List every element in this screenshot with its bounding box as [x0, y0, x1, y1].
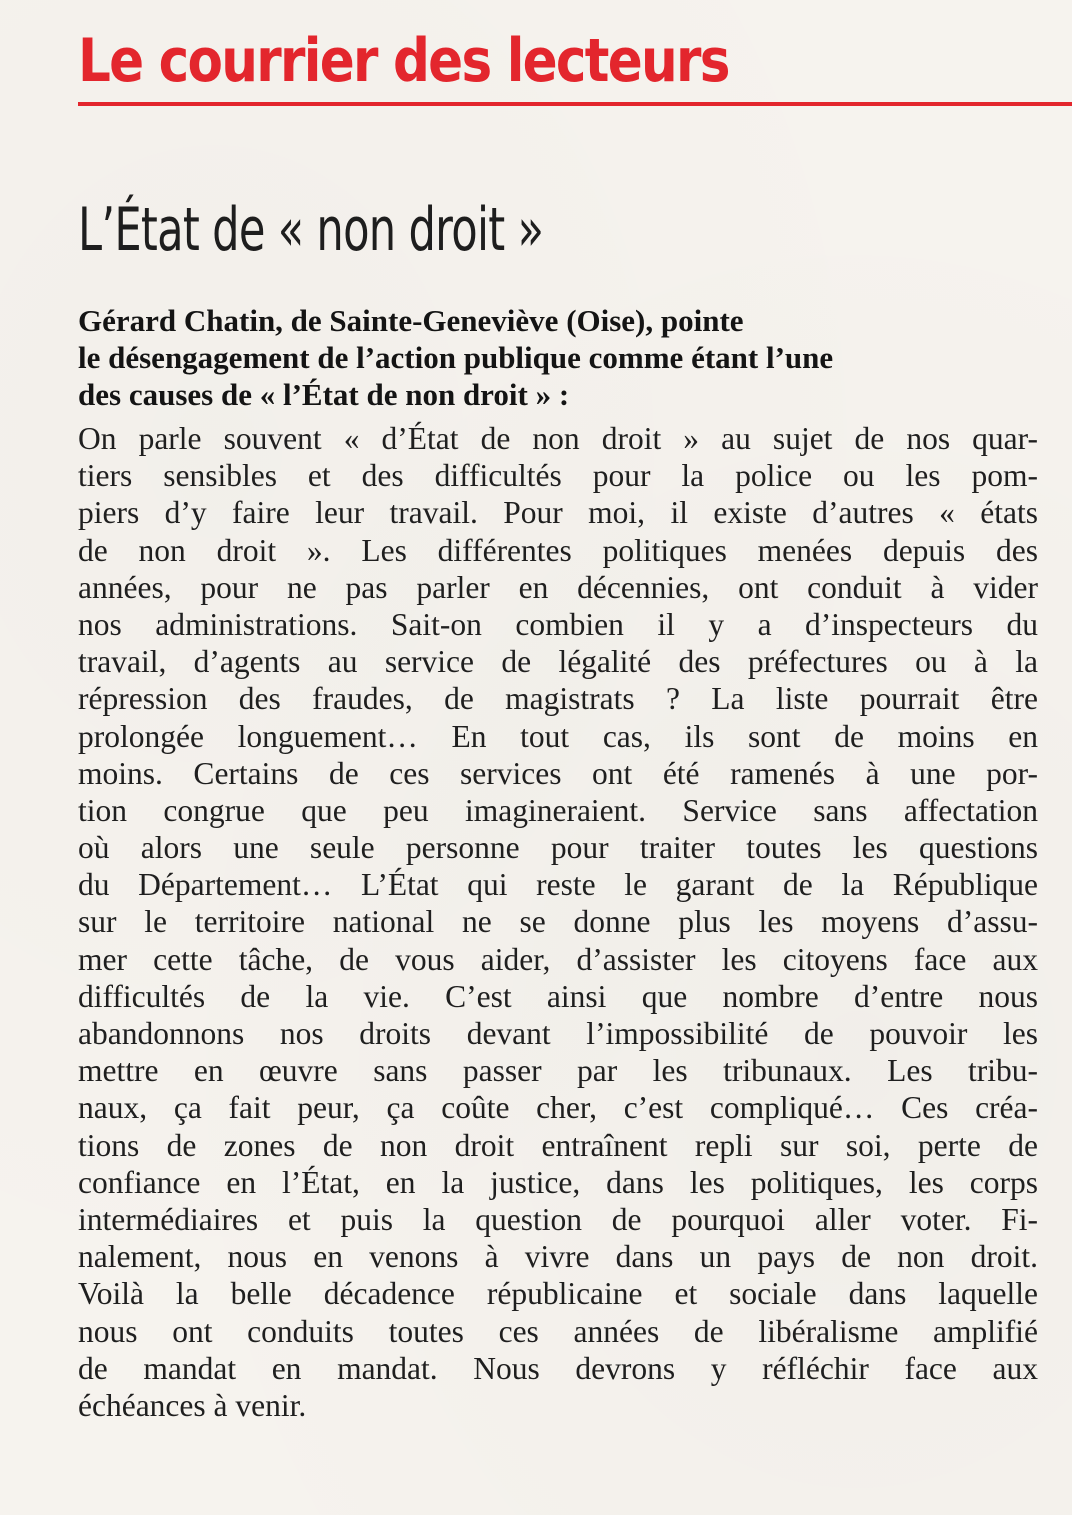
body-line: nos administrations. Sait-on combien il y a d’inspecteurs du	[78, 606, 1038, 642]
body-line: tiers sensibles et des difficultés pour la police ou les pom-	[78, 458, 1038, 494]
article-body	[78, 420, 1038, 1424]
body-line: sur le territoire national ne se donne plus les moyens d’assu-	[78, 904, 1038, 940]
article-lead	[78, 302, 1038, 413]
body-line: travail, d’agents au service de légalité des préfectures ou à la	[78, 644, 1038, 680]
body-line: de non droit ». Les différentes politiques menées depuis des	[78, 532, 1038, 568]
body-line: piers d’y faire leur travail. Pour moi, il existe d’autres « états	[78, 495, 1038, 531]
lead-line: Gérard Chatin, de Sainte-Geneviève (Oise), pointe	[78, 303, 744, 338]
body-line: tion congrue que peu imagineraient. Service sans affectation	[78, 792, 1038, 828]
body-line: Voilà la belle décadence républicaine et sociale dans laquelle	[78, 1276, 1038, 1312]
body-line: moins. Certains de ces services ont été ramenés à une por-	[78, 755, 1038, 791]
body-line: tions de zones de non droit entraînent repli sur soi, perte de	[78, 1127, 1038, 1163]
body-line: difficultés de la vie. C’est ainsi que nombre d’entre nous	[78, 978, 1038, 1014]
body-line: confiance en l’État, en la justice, dans les politiques, les corps	[78, 1164, 1038, 1200]
lead-line: des causes de « l’État de non droit » :	[78, 377, 570, 412]
body-line: intermédiaires et puis la question de pourquoi aller voter. Fi-	[78, 1201, 1038, 1237]
body-line: nalement, nous en venons à vivre dans un pays de non droit.	[78, 1239, 1038, 1275]
body-line: nous ont conduits toutes ces années de libéralisme amplifié	[78, 1313, 1038, 1349]
body-line: naux, ça fait peur, ça coûte cher, c’est compliqué… Ces créa-	[78, 1090, 1038, 1126]
body-line: mer cette tâche, de vous aider, d’assister les citoyens face aux	[78, 941, 1038, 977]
body-line: On parle souvent « d’État de non droit » au sujet de nos quar-	[78, 421, 1038, 456]
body-line: abandonnons nos droits devant l’impossibilité de pouvoir les	[78, 1016, 1038, 1051]
section-divider	[78, 102, 1072, 106]
body-line: années, pour ne pas parler en décennies, ont conduit à vider	[78, 569, 1038, 605]
lead-line: le désengagement de l’action publique comme étant l’une	[78, 340, 834, 375]
body-line: où alors une seule personne pour traiter toutes les questions	[78, 830, 1038, 866]
body-line: échéances à venir.	[78, 1387, 307, 1423]
article-title: L’État de « non droit »	[78, 195, 544, 265]
body-line: du Département… L’État qui reste le garant de la République	[78, 867, 1038, 903]
body-line: prolongée longuement… En tout cas, ils sont de moins en	[78, 718, 1038, 754]
section-title: Le courrier des lecteurs	[78, 26, 729, 96]
section-header	[78, 24, 1072, 108]
body-line: répression des fraudes, de magistrats ? La liste pourrait être	[78, 681, 1038, 717]
body-line: de mandat en mandat. Nous devrons y réfléchir face aux	[78, 1350, 1038, 1386]
body-line: mettre en œuvre sans passer par les tribunaux. Les tribu-	[78, 1053, 1038, 1089]
